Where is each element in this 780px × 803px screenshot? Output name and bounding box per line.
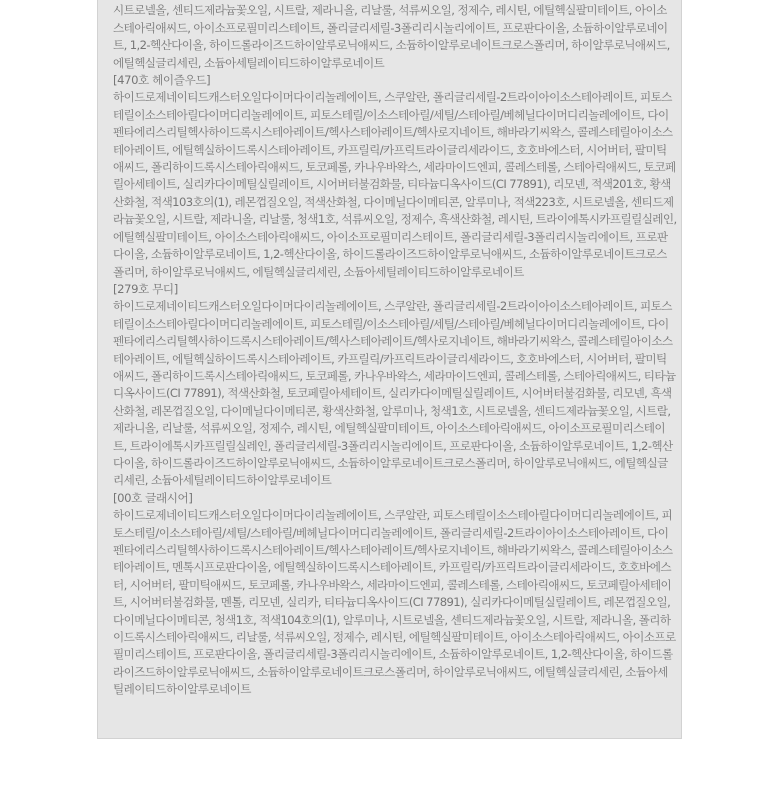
- shade-00-ingredients: 하이드로제네이티드캐스터오일다이머다이리놀레에이트, 스쿠알란, 피토스테릴이소스테아릴다이머디리놀레에이트, 피토스테릴/이소스테아릴/세틸/스테아릴/베헤닐다이머디리놀레에이트, 폴리글리세릴-2트라이아이소스테아레이트, 다이펜타에리스리틸헥사하이드록시스테아레이트/헥사스테아레이트/헥사로지네이트, 해바라기씨왁스, 콜레스테릴아이소스테아레이트, 멘톡시프로판다이올, 에틸헥실하이드록시스테아레이트, 카프릴릭/카프릭트라이글리세라이드, 호호바에스터, 시어버터, 팔미틱애씨드, 토코페롤, 카나우바왁스, 세라마이드엔피, 콜레스테롤, 스테아릭애씨드, 토코페릴아세테이트, 시어버터불검화물, 멘톨, 리모넨, 실리카, 티타늄디옥사이드(CI 77891), 실리카다이메틸실릴레이트, 레몬껍질오일, 다이메닐다이메티콘, 청색1호, 적색104호의(1), 알루미나, 시트로넬올, 센티드제라늄꽃오일, 시트랄, 제라니올, 폴리하이드록시스테아릭애씨드, 리날룰, 석류씨오일, 정제수, 레시틴, 에틸헥실팔미테이트, 아이소스테아릭애씨드, 아이소프로필미리스테이트, 프로판다이올, 폴리글리세릴-3폴리리시놀리에이트, 소듐하이알루로네이트, 1,2-헥산다이올, 하이드롤라이즈드하이알루로닉애씨드, 소듐하이알루로네이트크로스폴리머, 하이알루로닉애씨드, 에틸헥실글리세린, 소듐아세틸레이티드하이알루로네이트: [113, 508, 676, 697]
- shade-279-heading: [279호 무디]: [113, 281, 178, 296]
- shade-279-ingredients: 하이드로제네이티드캐스터오일다이머다이리놀레에이트, 스쿠알란, 폴리글리세릴-2트라이아이소스테아레이트, 피토스테릴이소스테아릴다이머디리놀레에이트, 피토스테릴/이소스테아릴/세틸/스테아릴/베헤닐다이머디리놀레에이트, 다이펜타에리스리틸헥사하이드록시스테아레이트/헥사스테아레이트/헥사로지네이트, 해바라기씨왁스, 콜레스테릴아이소스테아레이트, 에틸헥실하이드록시스테아레이트, 카프릴릭/카프릭트라이글리세라이드, 호호바에스터, 시어버터, 팔미틱애씨드, 폴리하이드록시스테아릭애씨드, 토코페롤, 카나우바왁스, 세라마이드엔피, 콜레스테롤, 스테아릭애씨드, 티타늄디옥사이드(CI 77891), 적색산화철, 토코페릴아세테이트, 실리카다이메틸실릴레이트, 시어버터불검화물, 리모넨, 흑색산화철, 레몬껍질오일, 다이메닐다이메티콘, 황색산화철, 알루미나, 청색1호, 시트로넬올, 센티드제라늄꽃오일, 시트랄, 제라니올, 리날룰, 석류씨오일, 정제수, 레시틴, 에틸헥실팔미테이트, 아이소스테아릭애씨드, 아이소프로필미리스테이트, 트라이에톡시카프릴릴실레인, 폴리글리세릴-3폴리리시놀리에이트, 프로판다이올, 소듐하이알루로네이트, 1,2-헥산다이올, 하이드롤라이즈드하이알루로닉애씨드, 소듐하이알루로네이트크로스폴리머, 하이알루로닉애씨드, 에틸헥실글리세린, 소듐아세틸레이티드하이알루로네이트: [113, 299, 676, 488]
- ingredients-continuation-text: 시트로넬올, 센티드제라늄꽃오일, 시트랄, 제라니올, 리날룰, 석류씨오일, 정제수, 레시틴, 에틸헥실팔미테이트, 아이소스테아릭애씨드, 아이소프로필미리스테이트, 폴리글리세릴-3폴리리시놀리에이트, 프로판다이올, 소듐하이알루로네이트, 1,2-헥산다이올, 하이드롤라이즈드하이알루로닉애씨드, 소듐하이알루로네이트크로스폴리머, 하이알루로닉애씨드, 에틸헥실글리세린, 소듐아세틸레이티드하이알루로네이트: [113, 3, 670, 70]
- shade-00-heading: [00호 글래시어]: [113, 490, 193, 505]
- ingredients-panel: [97, 0, 682, 739]
- shade-470-ingredients: 하이드로제네이티드캐스터오일다이머다이리놀레에이트, 스쿠알란, 폴리글리세릴-2트라이아이소스테아레이트, 피토스테릴이소스테아릴다이머디리놀레에이트, 피토스테릴/이소스테아릴/세틸/스테아릴/베헤닐다이머디리놀레에이트, 다이펜타에리스리틸헥사하이드록시스테아레이트/헥사스테아레이트/헥사로지네이트, 해바라기씨왁스, 콜레스테릴아이소스테아레이트, 에틸헥실하이드록시스테아레이트, 카프릴릭/카프릭트라이글리세라이드, 호호바에스터, 시어버터, 팔미틱애씨드, 폴리하이드록시스테아릭애씨드, 토코페롤, 카나우바왁스, 세라마이드엔피, 콜레스테롤, 스테아릭애씨드, 토코페릴아세테이트, 실리카다이메틸실릴레이트, 시어버터불검화물, 티타늄디옥사이드(CI 77891), 리모넨, 적색201호, 황색산화철, 적색103호의(1), 레몬껍질오일, 적색산화철, 다이메닐다이메티콘, 알루미나, 적색223호, 시트로넬올, 센티드제라늄꽃오일, 시트랄, 제라니올, 리날룰, 청색1호, 석류씨오일, 정제수, 흑색산화철, 레시틴, 트라이에톡시카프릴릴실레인, 에틸헥실팔미테이트, 아이소스테아릭애씨드, 아이소프로필미리스테이트, 폴리글리세릴-3폴리리시놀리에이트, 프로판다이올, 소듐하이알루로네이트, 1,2-헥산다이올, 하이드롤라이즈드하이알루로닉애씨드, 소듐하이알루로네이트크로스폴리머, 하이알루로닉애씨드, 에틸헥실글리세린, 소듐아세틸레이티드하이알루로네이트: [113, 90, 680, 279]
- shade-470-heading: [470호 헤이즐우드]: [113, 73, 211, 88]
